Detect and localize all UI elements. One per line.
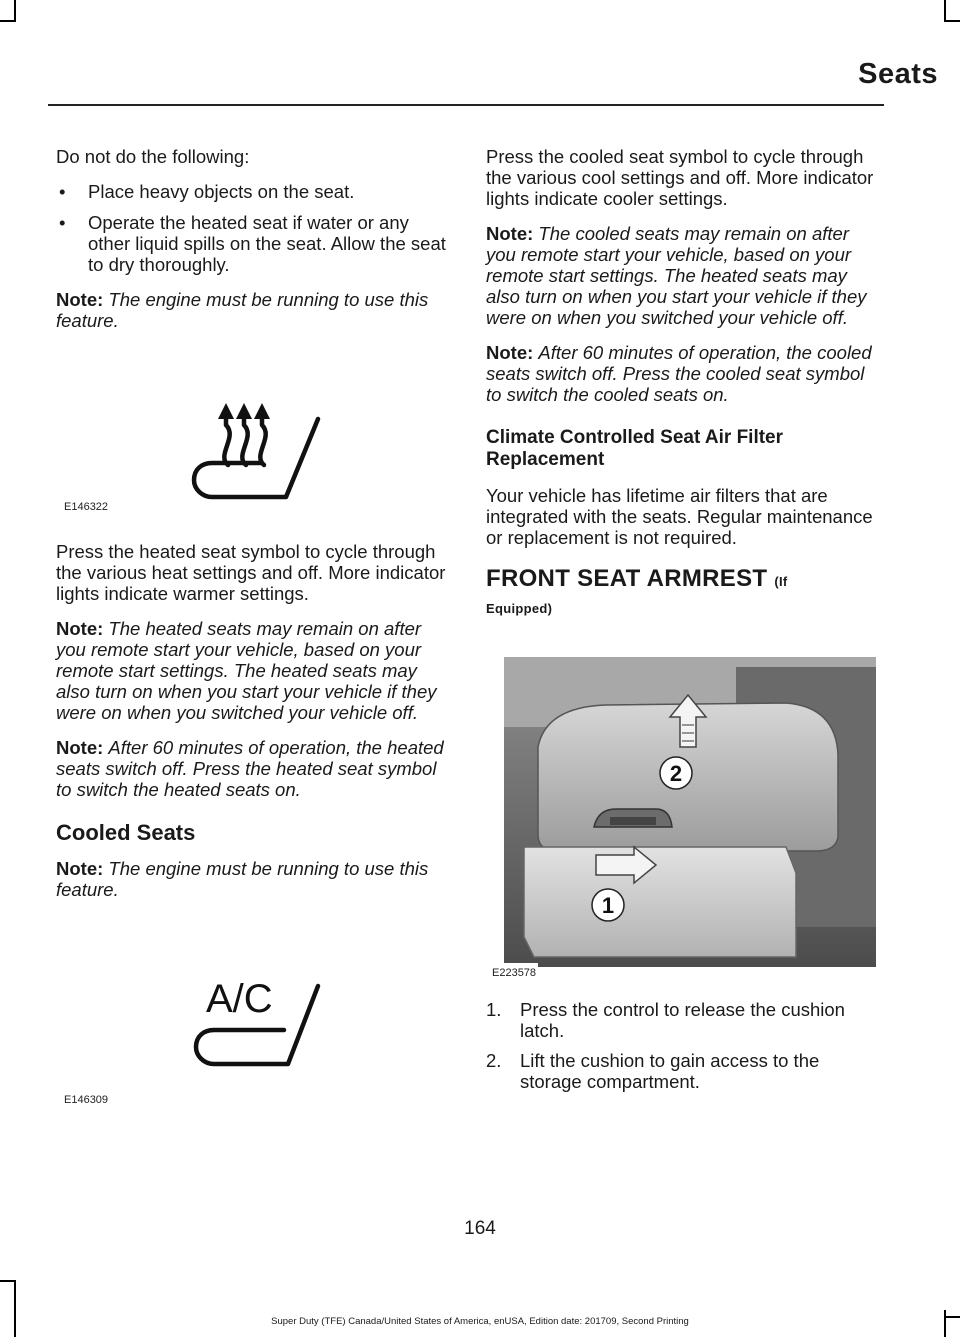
crop-mark [0,20,16,22]
crop-mark [944,20,960,22]
section-heading-armrest: FRONT SEAT ARMREST (If Equipped) [486,565,788,616]
heated-instructions: Press the heated seat symbol to cycle through the various heat settings and off. More indicator lights indicate warmer settings. [56,541,446,604]
crop-mark [944,0,946,20]
section-heading-filter: Climate Controlled Seat Air Filter Replacement [486,427,784,470]
armrest-illustration [486,637,876,973]
armrest-figure [486,637,882,979]
figure-code: E146322 [64,501,109,513]
header-divider [48,104,884,106]
bullet-icon: • [59,181,66,202]
filter-text: Your vehicle has lifetime air filters that are integrated with the seats. Regular maintenance or replacement is not required. [486,485,873,548]
cooled-instructions: Press the cooled seat symbol to cycle through the various cool settings and off. More indicator lights indicate cooler settings. [486,146,874,209]
page-number: 164 [464,1218,496,1239]
footer-text: Super Duty (TFE) Canada/United States of America, enUSA, Edition date: 201709, Second Printing [271,1316,689,1327]
figure-code: E146309 [64,1094,109,1106]
bullet-icon: • [59,212,66,233]
note: Note: The cooled seats may remain on after you remote start your vehicle, based on your remote start settings. The heated seats may also turn on when you start your vehicle if they were on when you switched your vehicle off. [486,223,867,328]
list-item: 1. Press the control to release the cushion latch. [486,999,845,1041]
left-column [56,146,448,1114]
note: Note: The engine must be running to use this feature. [56,858,429,900]
right-column [486,146,882,1101]
callout-2: 2 [669,761,683,786]
intro-text: Do not do the following: [56,146,250,167]
list-item: • Place heavy objects on the seat. [59,181,355,202]
cooled-seat-figure [56,914,448,1114]
crop-mark [0,1280,16,1282]
list-item: 2. Lift the cushion to gain access to the storage compartment. [486,1050,820,1092]
note: Note: The engine must be running to use this feature. [56,289,429,331]
note: Note: The heated seats may remain on after you remote start your vehicle, based on your remote start settings. The heated seats may also turn on when you start your vehicle if they were on when you switched your vehicle off. [56,618,437,723]
crop-mark [14,0,16,20]
heated-seat-icon [56,345,448,517]
note: Note: After 60 minutes of operation, the cooled seats switch off. Press the cooled seat symbol to switch the cooled seats on. [486,342,872,405]
note: Note: After 60 minutes of operation, the heated seats switch off. Press the heated seat symbol to switch the heated seats on. [56,737,444,800]
callout-1: 1 [601,893,615,918]
ac-label: A/C [206,977,273,1021]
list-item: • Operate the heated seat if water or any other liquid spills on the seat. Allow the seat to dry thoroughly. [59,212,446,275]
page-title: Seats [858,58,938,90]
figure-code: E223578 [490,963,538,984]
section-heading-cooled-seats: Cooled Seats [56,820,196,845]
cooled-seat-icon [56,914,448,1114]
heated-seat-figure [56,345,448,517]
crop-mark [14,1280,16,1337]
warning-list [56,181,448,275]
armrest-steps [486,999,882,1092]
